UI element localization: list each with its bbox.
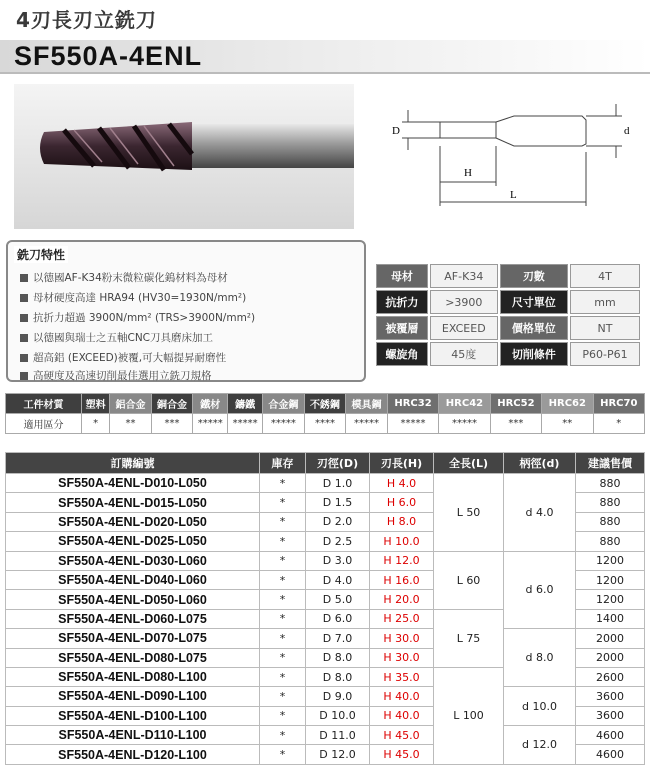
order-H: H 4.0: [370, 474, 434, 493]
material-header: 模具鋼: [346, 394, 388, 414]
product-photo: [14, 84, 354, 229]
feature-item: 抗折力超過 3900N/mm² (TRS>3900N/mm²): [20, 310, 255, 325]
feature-item: 母材硬度高達 HRA94 (HV30=1930N/mm²): [20, 290, 246, 305]
material-rating: ****: [304, 414, 346, 434]
order-stock: *: [260, 609, 306, 628]
order-H: H 6.0: [370, 493, 434, 512]
material-header: 塑料: [82, 394, 110, 414]
material-header: 鐵材: [193, 394, 228, 414]
order-code: SF550A-4ENL-D030-L060: [6, 551, 260, 570]
order-code: SF550A-4ENL-D110-L100: [6, 726, 260, 745]
order-header: 庫存: [260, 453, 306, 474]
order-price: 1200: [576, 551, 645, 570]
spec-row: [376, 264, 640, 288]
material-label: 工件材質: [6, 394, 82, 414]
order-H: H 45.0: [370, 726, 434, 745]
order-stock: *: [260, 706, 306, 725]
order-price: 2000: [576, 629, 645, 648]
order-L-group: L 50: [434, 474, 504, 552]
spec-key: 切削條件: [500, 342, 568, 366]
order-stock: *: [260, 629, 306, 648]
order-table: [5, 452, 645, 765]
order-L-group: L 100: [434, 667, 504, 764]
material-rating: **: [110, 414, 152, 434]
material-rating: ***: [151, 414, 193, 434]
material-header: 鋁合金: [110, 394, 152, 414]
order-H: H 30.0: [370, 648, 434, 667]
model-number: SF550A-4ENL: [14, 41, 203, 71]
order-D: D 5.0: [306, 590, 370, 609]
spec-value: 4T: [570, 264, 640, 288]
material-header: 不銹鋼: [304, 394, 346, 414]
diagram-label-L: L: [510, 189, 517, 201]
table-row: [6, 726, 645, 745]
order-stock: *: [260, 745, 306, 764]
order-stock: *: [260, 726, 306, 745]
spec-key: 抗折力: [376, 290, 428, 314]
order-d-group: d 4.0: [504, 474, 576, 552]
material-rating: *****: [228, 414, 263, 434]
order-D: D 1.5: [306, 493, 370, 512]
order-header: 刃徑(D): [306, 453, 370, 474]
table-row: [6, 474, 645, 493]
order-header: 刃長(H): [370, 453, 434, 474]
order-code: SF550A-4ENL-D120-L100: [6, 745, 260, 764]
order-code: SF550A-4ENL-D050-L060: [6, 590, 260, 609]
order-d-group: d 10.0: [504, 687, 576, 726]
order-d-group: d 8.0: [504, 629, 576, 687]
order-code: SF550A-4ENL-D060-L075: [6, 609, 260, 628]
order-price: 2600: [576, 667, 645, 686]
order-D: D 4.0: [306, 570, 370, 589]
order-price: 1200: [576, 590, 645, 609]
order-H: H 20.0: [370, 590, 434, 609]
material-header: HRC62: [542, 394, 593, 414]
order-price: 4600: [576, 726, 645, 745]
material-header: 鑄鐵: [228, 394, 263, 414]
order-stock: *: [260, 551, 306, 570]
order-H: H 40.0: [370, 687, 434, 706]
order-stock: *: [260, 648, 306, 667]
order-header: 訂購編號: [6, 453, 260, 474]
order-H: H 16.0: [370, 570, 434, 589]
order-price: 880: [576, 532, 645, 551]
diagram-label-H: H: [464, 167, 472, 179]
material-rating: *****: [439, 414, 490, 434]
order-price: 2000: [576, 648, 645, 667]
spec-value: NT: [570, 316, 640, 340]
order-D: D 1.0: [306, 474, 370, 493]
order-H: H 12.0: [370, 551, 434, 570]
spec-key: 尺寸單位: [500, 290, 568, 314]
order-L-group: L 75: [434, 609, 504, 667]
spec-row: [376, 316, 640, 340]
spec-row: [376, 290, 640, 314]
material-rating: *****: [387, 414, 438, 434]
order-stock: *: [260, 570, 306, 589]
spec-table: [374, 262, 642, 368]
material-header: HRC42: [439, 394, 490, 414]
table-row: [6, 551, 645, 570]
material-rating: *: [593, 414, 645, 434]
material-table: [5, 393, 645, 434]
spec-value: 45度: [430, 342, 498, 366]
order-header: 全長(L): [434, 453, 504, 474]
material-rating: *****: [263, 414, 305, 434]
order-price: 880: [576, 474, 645, 493]
feature-item: 以德國與瑞士之五軸CNC刀具磨床加工: [20, 330, 213, 345]
material-header-row: [6, 394, 645, 414]
order-H: H 35.0: [370, 667, 434, 686]
features-title: 銑刀特性: [14, 246, 68, 263]
order-H: H 40.0: [370, 706, 434, 725]
order-code: SF550A-4ENL-D080-L075: [6, 648, 260, 667]
order-d-group: d 6.0: [504, 551, 576, 629]
feature-item: 以德國AF-K34粉末微粒碳化鎢材料為母材: [20, 270, 228, 285]
feature-item: 超高鋁 (EXCEED)被覆,可大幅提昇耐磨性: [20, 350, 226, 365]
spec-value: mm: [570, 290, 640, 314]
spec-key: 螺旋角: [376, 342, 428, 366]
order-H: H 45.0: [370, 745, 434, 764]
material-header: 合金鋼: [263, 394, 305, 414]
order-stock: *: [260, 512, 306, 531]
order-H: H 25.0: [370, 609, 434, 628]
spec-key: 價格單位: [500, 316, 568, 340]
diagram-label-D: D: [392, 125, 400, 137]
order-header: 建議售價: [576, 453, 645, 474]
spec-value: P60-P61: [570, 342, 640, 366]
spec-key: 被覆層: [376, 316, 428, 340]
order-D: D 6.0: [306, 609, 370, 628]
order-D: D 3.0: [306, 551, 370, 570]
order-code: SF550A-4ENL-D070-L075: [6, 629, 260, 648]
material-rating: *****: [193, 414, 228, 434]
order-d-group: d 12.0: [504, 726, 576, 765]
order-stock: *: [260, 667, 306, 686]
end-mill-image: [14, 84, 354, 229]
order-code: SF550A-4ENL-D015-L050: [6, 493, 260, 512]
table-row: [6, 629, 645, 648]
order-stock: *: [260, 493, 306, 512]
order-code: SF550A-4ENL-D100-L100: [6, 706, 260, 725]
table-row: [6, 687, 645, 706]
order-stock: *: [260, 590, 306, 609]
order-H: H 8.0: [370, 512, 434, 531]
order-H: H 30.0: [370, 629, 434, 648]
material-rating: **: [542, 414, 593, 434]
material-header: 銅合金: [151, 394, 193, 414]
material-rating-row: [6, 414, 645, 434]
order-code: SF550A-4ENL-D090-L100: [6, 687, 260, 706]
order-D: D 8.0: [306, 648, 370, 667]
order-header-row: [6, 453, 645, 474]
order-price: 3600: [576, 706, 645, 725]
order-D: D 10.0: [306, 706, 370, 725]
order-code: SF550A-4ENL-D040-L060: [6, 570, 260, 589]
order-D: D 12.0: [306, 745, 370, 764]
material-rating: *: [82, 414, 110, 434]
order-price: 1200: [576, 570, 645, 589]
material-row-label: 適用區分: [6, 414, 82, 434]
order-L-group: L 60: [434, 551, 504, 609]
order-D: D 2.5: [306, 532, 370, 551]
material-header: HRC70: [593, 394, 645, 414]
spec-row: [376, 342, 640, 366]
order-price: 880: [576, 512, 645, 531]
order-price: 1400: [576, 609, 645, 628]
material-rating: ***: [490, 414, 541, 434]
spec-key: 母材: [376, 264, 428, 288]
spec-key: 刃數: [500, 264, 568, 288]
order-code: SF550A-4ENL-D025-L050: [6, 532, 260, 551]
order-D: D 8.0: [306, 667, 370, 686]
spec-value: AF-K34: [430, 264, 498, 288]
order-stock: *: [260, 532, 306, 551]
order-stock: *: [260, 687, 306, 706]
diagram-label-d: d: [624, 125, 630, 137]
order-D: D 11.0: [306, 726, 370, 745]
order-D: D 2.0: [306, 512, 370, 531]
feature-item: 高硬度及高速切削最佳選用立銑刀規格: [20, 368, 212, 383]
material-rating: *****: [346, 414, 388, 434]
order-code: SF550A-4ENL-D010-L050: [6, 474, 260, 493]
order-code: SF550A-4ENL-D020-L050: [6, 512, 260, 531]
order-price: 3600: [576, 687, 645, 706]
material-header: HRC32: [387, 394, 438, 414]
order-stock: *: [260, 474, 306, 493]
page-title: 4刃長刃立銑刀: [16, 8, 157, 32]
order-D: D 9.0: [306, 687, 370, 706]
order-code: SF550A-4ENL-D080-L100: [6, 667, 260, 686]
dimension-diagram: [372, 96, 642, 216]
order-header: 柄徑(d): [504, 453, 576, 474]
order-price: 880: [576, 493, 645, 512]
order-price: 4600: [576, 745, 645, 764]
material-header: HRC52: [490, 394, 541, 414]
order-H: H 10.0: [370, 532, 434, 551]
spec-value: >3900: [430, 290, 498, 314]
spec-value: EXCEED: [430, 316, 498, 340]
order-D: D 7.0: [306, 629, 370, 648]
